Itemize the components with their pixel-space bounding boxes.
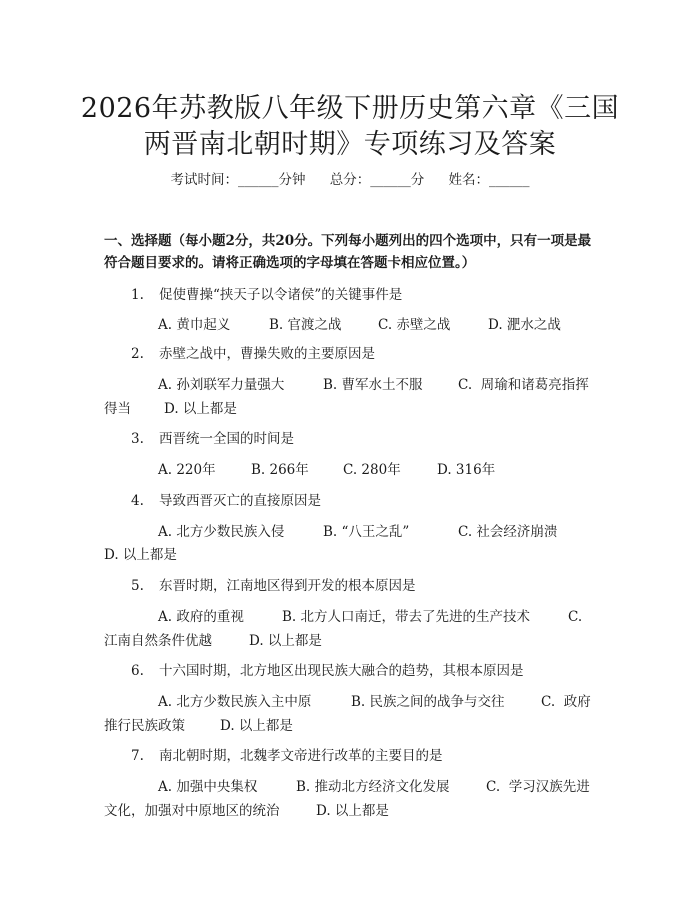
option-b: B. 官渡之战	[269, 317, 342, 333]
question-6	[131, 659, 524, 683]
option-c: C. 社会经济崩溃	[458, 524, 558, 540]
option-c-part1: C. 政府	[541, 694, 591, 710]
question-number: 6.	[131, 663, 144, 679]
student-name-field: 姓名：______	[448, 172, 530, 188]
question-number: 2.	[131, 346, 144, 362]
option-b: B. “八王之乱”	[323, 524, 410, 540]
question-7	[131, 744, 443, 768]
option-a: A. 黄巾起义	[158, 317, 231, 333]
option-a: A. 孙刘联军力量强大	[158, 377, 285, 393]
option-c-part2: 江南自然条件优越	[104, 633, 212, 649]
question-number: 1.	[131, 287, 144, 303]
option-b: B. 曹军水土不服	[323, 377, 423, 393]
question-number: 5.	[131, 578, 144, 594]
question-number: 3.	[131, 431, 144, 447]
option-c-part2: 文化，加强对中原地区的统治	[104, 803, 280, 819]
option-c-part2: 得当	[104, 401, 131, 417]
option-d: D. 以上都是	[164, 401, 237, 417]
question-5	[131, 574, 416, 598]
question-number: 7.	[131, 748, 144, 764]
question-4	[131, 489, 321, 513]
question-text: 导致西晋灭亡的直接原因是	[159, 493, 321, 509]
option-c-part2: 推行民族政策	[104, 718, 185, 734]
option-a: A. 加强中央集权	[158, 779, 258, 795]
option-a: A. 政府的重视	[158, 609, 244, 625]
question-1	[131, 283, 402, 307]
option-a: A. 北方少数民族入主中原	[158, 694, 312, 710]
question-text: 十六国时期，北方地区出现民族大融合的趋势，其根本原因是	[159, 663, 524, 679]
option-c-part1: C. 学习汉族先进	[486, 779, 590, 795]
option-c-part1: C.	[568, 609, 583, 625]
option-a: A. 220年	[158, 462, 216, 478]
option-b: B. 266年	[251, 462, 309, 478]
page-title-line1: 2026年苏教版八年级下册历史第六章《三国	[80, 93, 620, 124]
option-d: D. 淝水之战	[488, 317, 561, 333]
section-heading: 一、选择题（每小题2分，共20分。下列每小题列出的四个选项中，只有一项是最符合题目要求的。请将正确选项的字母填在答题卡相应位置。）	[104, 233, 592, 271]
page-title-line2: 两晋南北朝时期》专项练习及答案	[143, 129, 557, 160]
option-d: D. 以上都是	[220, 718, 293, 734]
option-c-part1: C. 周瑜和诸葛亮指挥	[458, 377, 589, 393]
question-text: 东晋时期，江南地区得到开发的根本原因是	[159, 578, 416, 594]
question-text: 促使曹操“挟天子以令诸侯”的关键事件是	[159, 287, 403, 303]
total-score-field: 总分：______分	[329, 172, 425, 188]
exam-meta	[0, 168, 700, 188]
option-c: C. 赤壁之战	[378, 317, 451, 333]
question-number: 4.	[131, 493, 144, 509]
option-b: B. 北方人口南迁，带去了先进的生产技术	[282, 609, 531, 625]
option-d: D. 以上都是	[104, 547, 177, 563]
question-text: 西晋统一全国的时间是	[159, 431, 294, 447]
question-text: 赤壁之战中，曹操失败的主要原因是	[159, 346, 375, 362]
question-text: 南北朝时期，北魏孝文帝进行改革的主要目的是	[159, 748, 443, 764]
option-d: D. 316年	[437, 462, 496, 478]
option-a: A. 北方少数民族入侵	[158, 524, 285, 540]
question-3	[131, 427, 294, 451]
option-d: D. 以上都是	[249, 633, 322, 649]
option-b: B. 民族之间的战争与交往	[351, 694, 505, 710]
option-d: D. 以上都是	[316, 803, 389, 819]
question-2	[131, 342, 375, 366]
exam-time-field: 考试时间：______分钟	[170, 172, 306, 188]
option-c: C. 280年	[343, 462, 401, 478]
option-b: B. 推动北方经济文化发展	[296, 779, 450, 795]
